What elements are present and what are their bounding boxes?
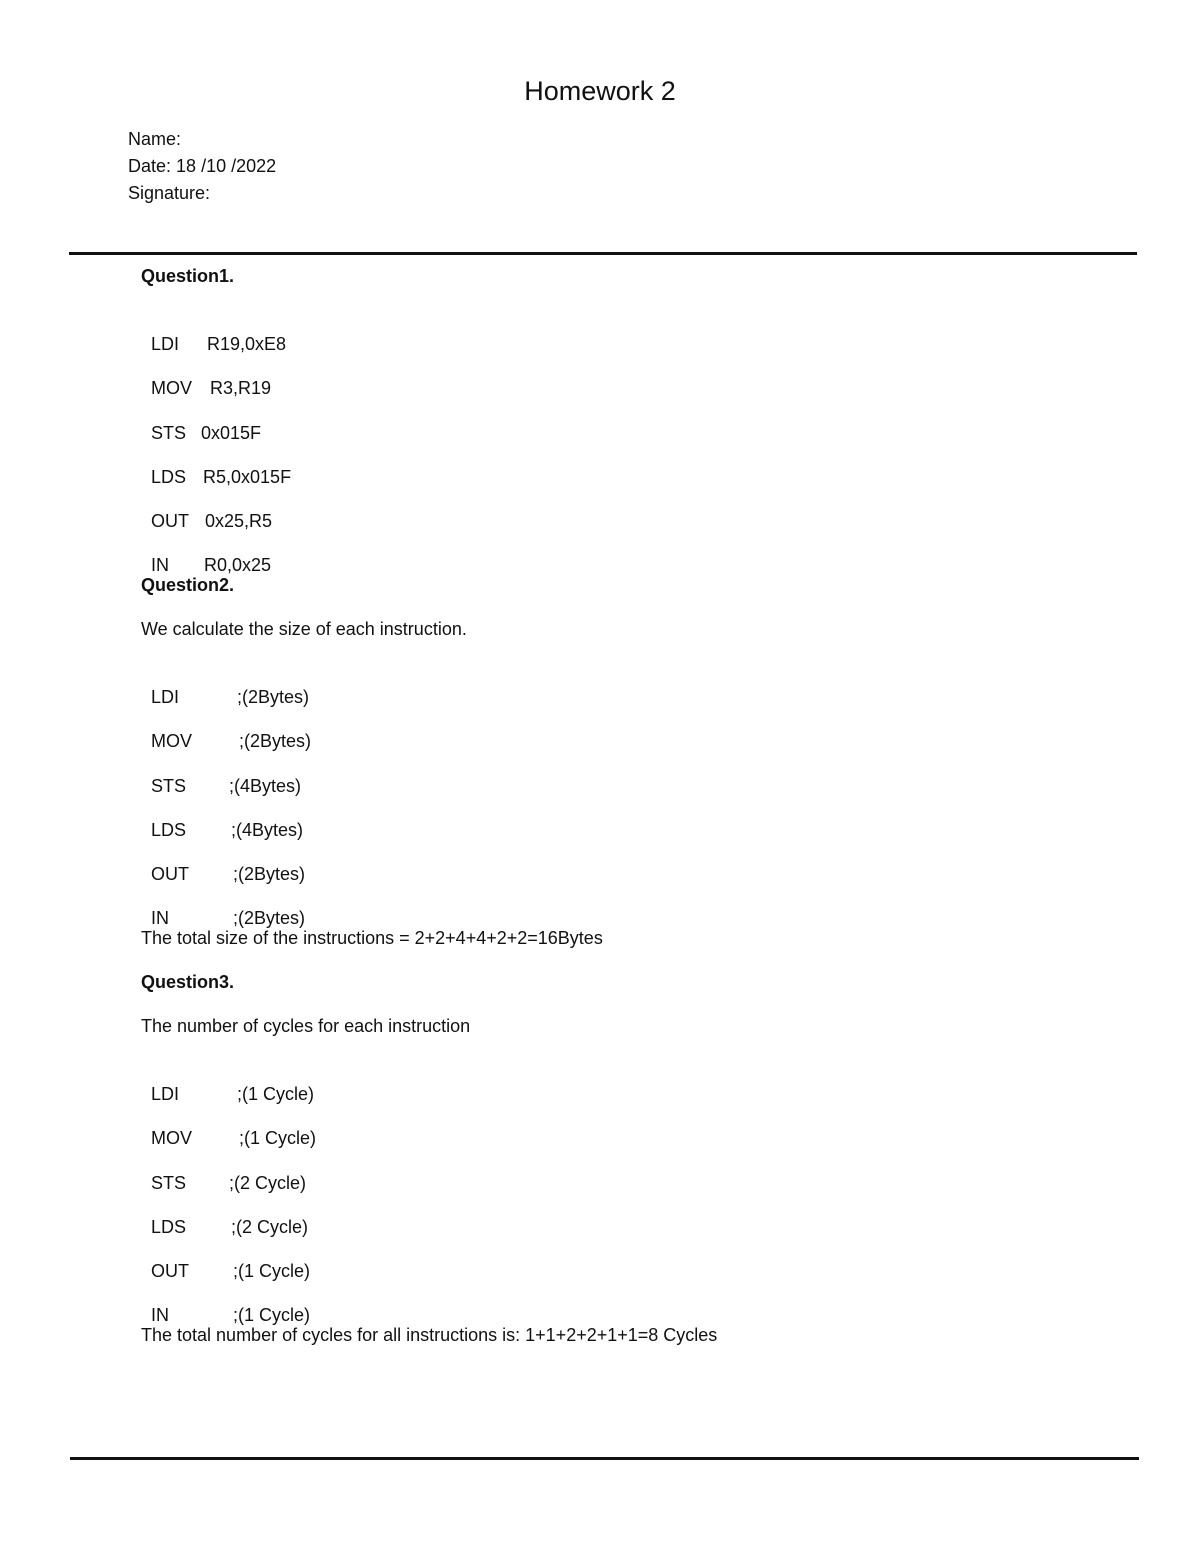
date-value: 18 /10 /2022 bbox=[176, 156, 277, 176]
q3-cycle-row bbox=[141, 1235, 310, 1283]
q3-op: STS bbox=[151, 1173, 187, 1193]
q3-cycles: ;(2 Cycle) bbox=[229, 1173, 307, 1193]
q1-instruction-row bbox=[141, 485, 272, 533]
q1-op: MOV bbox=[151, 378, 193, 398]
q3-cycles: ;(1 Cycle) bbox=[237, 1084, 315, 1104]
top-divider bbox=[69, 252, 1137, 255]
q1-instruction-row bbox=[141, 352, 271, 400]
name-field bbox=[128, 127, 181, 151]
q1-args: 0x25,R5 bbox=[205, 511, 273, 531]
q1-op: LDS bbox=[151, 467, 187, 487]
q2-op: IN bbox=[151, 908, 170, 928]
q2-size-row bbox=[141, 794, 303, 842]
q3-cycles: ;(1 Cycle) bbox=[233, 1305, 311, 1325]
q2-size: ;(2Bytes) bbox=[237, 687, 310, 707]
q3-cycles: ;(1 Cycle) bbox=[233, 1261, 311, 1281]
question3-intro: The number of cycles for each instruction bbox=[141, 1016, 471, 1036]
q3-cycle-row bbox=[141, 1279, 310, 1327]
q1-args: R5,0x015F bbox=[203, 467, 292, 487]
q3-cycles: ;(1 Cycle) bbox=[239, 1128, 317, 1148]
q1-instruction-row bbox=[141, 308, 286, 356]
question2-intro: We calculate the size of each instruction. bbox=[141, 619, 467, 639]
q3-op: LDS bbox=[151, 1217, 187, 1237]
q1-op: IN bbox=[151, 555, 170, 575]
q3-cycle-row bbox=[141, 1191, 308, 1239]
q2-size: ;(2Bytes) bbox=[233, 908, 306, 928]
q1-args: 0x015F bbox=[201, 423, 262, 443]
q1-op: STS bbox=[151, 423, 187, 443]
q1-op: OUT bbox=[151, 511, 190, 531]
q2-size: ;(2Bytes) bbox=[239, 731, 312, 751]
q3-op: MOV bbox=[151, 1128, 193, 1148]
q3-cycle-row bbox=[141, 1147, 306, 1195]
q3-op: LDI bbox=[151, 1084, 180, 1104]
signature-field bbox=[128, 181, 210, 205]
q2-size-row bbox=[141, 882, 305, 930]
q2-size-row bbox=[141, 750, 301, 798]
q2-op: MOV bbox=[151, 731, 193, 751]
q1-op: LDI bbox=[151, 334, 180, 354]
date-field bbox=[128, 154, 276, 178]
q1-args: R19,0xE8 bbox=[207, 334, 287, 354]
q2-size: ;(4Bytes) bbox=[231, 820, 304, 840]
q1-args: R0,0x25 bbox=[204, 555, 272, 575]
question2-total: The total size of the instructions = 2+2+4+4+2+2=16Bytes bbox=[141, 928, 603, 948]
q2-op: STS bbox=[151, 776, 187, 796]
q1-instruction-row bbox=[141, 529, 271, 577]
q2-size-row bbox=[141, 705, 311, 753]
question1-heading: Question1. bbox=[141, 266, 235, 286]
q3-cycle-row bbox=[141, 1058, 314, 1106]
q1-instruction-row bbox=[141, 397, 261, 445]
q2-size: ;(4Bytes) bbox=[229, 776, 302, 796]
q1-args: R3,R19 bbox=[210, 378, 272, 398]
q2-op: LDS bbox=[151, 820, 187, 840]
question2-heading: Question2. bbox=[141, 575, 235, 595]
document-title: Homework 2 bbox=[524, 76, 676, 106]
q3-op: IN bbox=[151, 1305, 170, 1325]
question3-total: The total number of cycles for all instructions is: 1+1+2+2+1+1=8 Cycles bbox=[141, 1325, 718, 1345]
q2-size-row bbox=[141, 838, 305, 886]
q2-size: ;(2Bytes) bbox=[233, 864, 306, 884]
q3-op: OUT bbox=[151, 1261, 190, 1281]
q1-instruction-row bbox=[141, 441, 291, 489]
bottom-divider bbox=[70, 1457, 1139, 1460]
signature-label: Signature: bbox=[128, 183, 211, 203]
question3-heading: Question3. bbox=[141, 972, 235, 992]
q2-op: OUT bbox=[151, 864, 190, 884]
name-label: Name: bbox=[128, 129, 182, 149]
q2-size-row bbox=[141, 661, 309, 709]
q2-op: LDI bbox=[151, 687, 180, 707]
date-label: Date: bbox=[128, 156, 172, 176]
q3-cycle-row bbox=[141, 1102, 316, 1150]
q3-cycles: ;(2 Cycle) bbox=[231, 1217, 309, 1237]
